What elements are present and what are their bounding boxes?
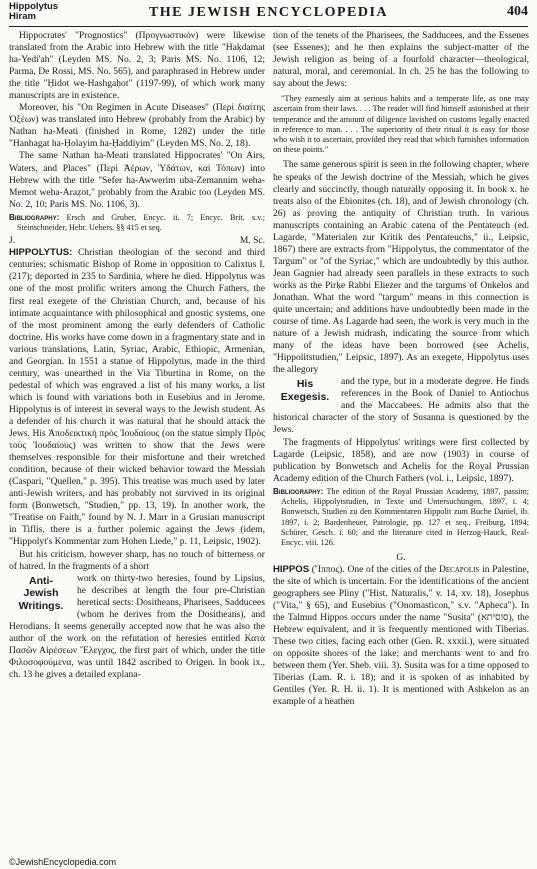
paragraph: The same Nathan ha-Meati translated Hippocrates' "On Airs, Waters, and Places" (Περὶ Ἀέρων, Ὑδάτων, καὶ Τόπων) into Hebrew with the title "Sefer ha-Awwerim uba-Zemannim weha-Memot weha-Araẓot," probably from the Arabic too (Leyden MS. No. 2, 10; Paris MS. No. 1106, 3). (9, 150, 265, 210)
bibliography (9, 213, 265, 234)
paragraph: Christian theologian of the second and third centuries; schismatic Bishop of Rome in opposition to Calixtus I. (217); deported in 235 to Sardinia, where he died. Hippolytus was one of the most prolific writers among the Church Fathers, the first real exegete of the Christian Church, and, because of his intimate acquaintance with philosophical and gnostic systems, one of the most prominent among the early defenders of Catholic doctrine. His works have come down in a fragmentary state and in various translations, Latin, Syriac, Arabic, Ethiopic, Armenian, and Georgian. In 1551 a statue of Hippolytus, made in the third century, was unearthed in the Via Tiburtina in Rome, on the pedestal of which was engraved a list of his many works, a list which is found with variations both in Eusebius and in Jerome. Hippolytus is of interest in several ways to the Jewish student. As a defender of his church it was natural that he should attack the Jews. His Ἀποδεικτικὴ πρὸς Ἰουδαίους (on the statue simply Πρὸς τοὺς Ἰουδαίους) was written to show that the Jews were themselves responsible for their misfortune and their wretched condition, because of their wicked behavior toward the Messiah (Caspari, "Quellen," p. 395). This treatise was much used by later anti-Jewish writers, and has probably not survived in its original form (Bonwetsch, "Studien," pp. 13, 19). In another work, the "Treatise on Faith," found by N. J. Marr in a Grusian manuscript in Tiflis, there is a further polemic against the Jews (idem, "Hippolyt's Kommentar zum Hohen Liede," p. 11, Leipsic, 1902). (9, 247, 265, 548)
bibliography (273, 487, 529, 549)
page-header (9, 0, 528, 27)
article-hippolytus (9, 247, 265, 548)
running-head-last: Hiram (9, 11, 36, 22)
article-title: HIPPOLYTUS: (9, 247, 73, 259)
signature-author: M. Sc. (239, 236, 265, 247)
bibliography-label: Bibliography: (273, 486, 324, 496)
paragraph: The same generous spirit is seen in the following chapter, where he speaks of the Jewish doctrine of the Messiah, which he gives clearly and succinctly, though naturally opposing it. In book x. he treats also of the Ebionites (ch. 18), and of Jewish chronology (ch. 26) as proving the antiquity of Christian truth. In various manuscripts containing an Arabic catena of the Pentateuch (ed. Lagarde, "Materialen zur Kritik des Pentateuchs," ii., Leipsic, 1867) there are extracts from "Hippolytus, the commentator of the Targum" or "of the Syriac," which are undoubtedly by this author. Jean Gagnier had already seen parallels in these extracts to such works as the Pirḳe Rabbi Eliezer and the targums of Onkelos and Jonathan. What the word "targum" means in this connection is quite uncertain; and additions have undoubtedly been made in the course of time. As Lagarde had seen, the work is very much in the nature of a Jewish midrash, indicating the source from which many of the ideas have been borrowed (see Achelis, "Hippolitstudien," Leipsic, 1897). As an exegete, Hippolytus uses the allegory (273, 159, 529, 376)
paragraph: tion of the tenets of the Pharisees, the Sadducees, and the Essenes (see Essenes); and he then explains the subject-matter of the Jewish religion as being of a fourfold character—theological, natural, moral, and ceremonial. In ch. 25 he has the following to say about the Jews: (273, 30, 529, 90)
paragraph: Hippocrates' "Prognostics" (Προγνωστικόν) were likewise translated from the Arabic into Hebrew with the title "Haḳdamat ha-Yedi'ah" (Leyden MS. No. 2, 3; Paris MS. No. 1106, 12; Parma, De Rossi, MS. No. 565), and paraphrased in Hebrew under the title "Ḥidot we-Hashgaḥot" (1197-99), of which work many manuscripts are in existence. (9, 30, 265, 102)
signature-initial: G. (396, 552, 406, 563)
paragraph: and the type, but in a moderate degree. He finds references in the Book of Daniel to Antiochus and the Maccabees. He admits also that the historical character of the story of Susanna is questioned by the Jews. (273, 376, 529, 436)
article-title: HIPPOS (273, 563, 310, 575)
paragraph: Moreover, his "On Regimen in Acute Diseases" (Περὶ διαίτης Ὀξέων) was translated into Hebrew (probably from the Arabic) by Nathan ha-Meati (finished in Rome, 1282) under the title "Hanhagat ha-Ḥolayim ha-Ḥaddiyim" (Leyden MS. No. 2, 18). (9, 102, 265, 150)
journal-title: THE JEWISH ENCYCLOPEDIA (148, 5, 389, 20)
bibliography-text: Ersch and Gruber, Encyc. ii. 7; Encyc. Brit. s.v.; Steinschneider, Hebr. Uebers. §§ 415 et seq. (17, 212, 266, 232)
footer-credit: ©JewishEncyclopedia.com (9, 857, 117, 867)
paragraph: work on thirty-two heresies, found by Lipsius, he describes at length the four pre-Christian heretical sects: Dositheans, Pharisees, Sadducees (whom he derives from the Dositheans), and Herodians. It seems generally accepted now that he was also the author of the work on the refutation of heresies entitled Κατὰ Πασῶν Αἱρέσεων Ἔλεγχος, the first part of which, under the title Φιλοσοφούμενα, was until 1842 ascribed to Origen. In book ix., ch. 13 he gives a detailed explana- (9, 572, 265, 680)
bibliography-text: The edition of the Royal Prussian Academy, 1897, passim; Achelis, Hippolytstudien, in Texte und Untersuchungen, 1897, i. 4; Bonwetsch, Studien zu den Kommentaren Hippolit zum Buche Daniel, ib. 1897, i. 2; Bardenheuer, Patrologie, pp. 127 et seq., Freiburg, 1894; Schürer, Gesch. i. 60; and the literature cited in Herzog-Hauck, Real-Encyc. viii. 126. (281, 486, 529, 548)
block-quote: "They earnestly aim at serious habits and a temperate life, as one may ascertain from their laws. . . . The reader will find himself astonished at their temperance and the amount of diligence lavished on customs legally enacted in reference to man. . . . The superiority of their ritual it is easy for those who wish it to ascertain, provided they read that which furnishes information on these points." (273, 94, 529, 155)
bibliography-label: Bibliography: (9, 212, 60, 222)
right-column (273, 30, 529, 708)
cross-reference-decapolis[interactable]: Decapolis (438, 563, 480, 575)
signature-initial: J. (9, 236, 16, 247)
paragraph: The fragments of Hippolytus' writings were first collected by Lagarde (Leipsic, 1858), and are now (1903) in course of publication by Bonwetsch and Achelis for the Royal Prussian Academy edition of the Church Fathers (vol. i., Leipsic, 1897). (273, 436, 529, 484)
sidenote-anti-jewish-writings: Anti- Jewish Writings. (18, 574, 64, 612)
sidenote-his-exegesis: His Exegesis. (280, 378, 330, 403)
paragraph: But his criticism, however sharp, has no touch of bitterness or of hatred. In the fragments of a short (9, 548, 265, 572)
left-column (9, 30, 265, 681)
running-head-first: Hippolytus (9, 1, 59, 12)
greek-name: (Ἵππος). (311, 563, 345, 575)
signature-line (9, 235, 265, 247)
page-number: 404 (507, 4, 528, 19)
article-hippos: HIPPOS (Ἵππος). One of the cities of the Decapolis in Palestine, the site of which is uncertain. For the identifications of the ancient geographers see Pliny ("Hist. Naturalis," v. 14, xv. 18), Josephus ("Vita," § 65), and Eusebius ("Onomasticon," s.v. "Apheca"). In the Talmud Hippos occurs under the name "Susita" (סוסיתא), the Hebrew equivalent, and it is frequently mentioned with Tiberias. These two cities, facing each other (Gen. R. xxxii.), were situated on opposite shores of the lake; and merchants went to and fro between them (Yer. Sheb. viii. 3). Susita was for a time opposed to Tiberias (Lam. R. i. 18); and it is spoken of as inhabited by Gentiles (Yer. R. H. ii. 1). It is mentioned with Ashkelon as an example of a heathen (273, 563, 530, 708)
